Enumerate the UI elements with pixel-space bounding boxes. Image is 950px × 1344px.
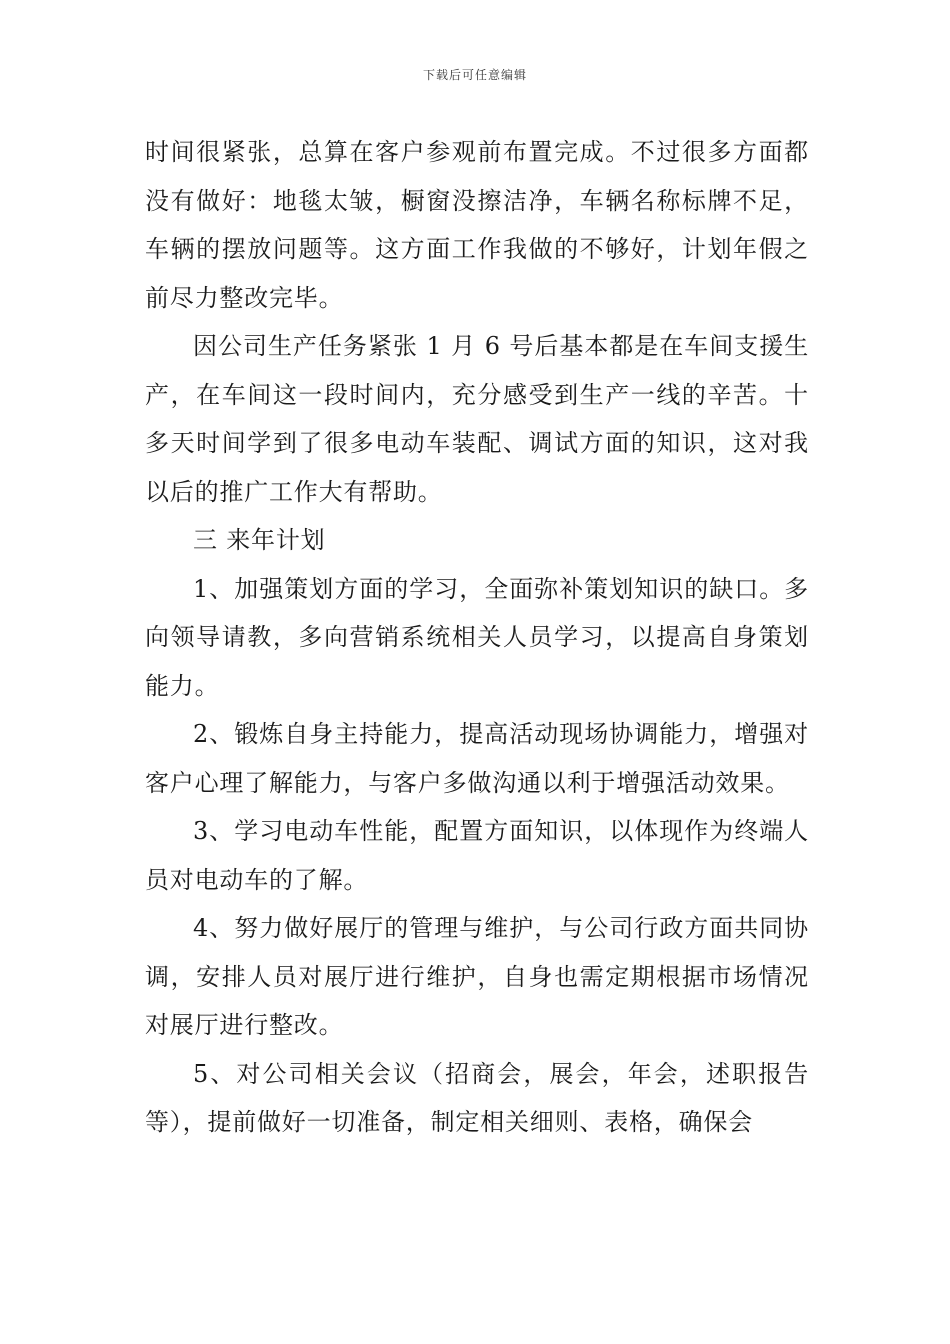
plan-item-4: 4、努力做好展厅的管理与维护，与公司行政方面共同协调，安排人员对展厅进行维护，自身也需定期根据市场情况对展厅进行整改。 [145, 914, 809, 1039]
plan-item-2: 2、锻炼自身主持能力，提高活动现场协调能力，增强对客户心理了解能力，与客户多做沟通以利于增强活动效果。 [145, 720, 809, 797]
paragraph-continuation: 时间很紧张，总算在客户参观前布置完成。不过很多方面都没有做好：地毯太皱，橱窗没擦洁净，车辆名称标牌不足，车辆的摆放问题等。这方面工作我做的不够好，计划年假之前尽力整改完毕。 [145, 138, 809, 312]
page-header: 下载后可任意编辑 [422, 68, 527, 82]
plan-item-3: 3、学习电动车性能，配置方面知识，以体现作为终端人员对电动车的了解。 [145, 817, 809, 894]
paragraph-workshop-support: 因公司生产任务紧张 1 月 6 号后基本都是在车间支援生产，在车间这一段时间内，充分感受到生产一线的辛苦。十多天时间学到了很多电动车装配、调试方面的知识，这对我以后的推广工作大有帮助。 [145, 332, 809, 506]
document-body [145, 128, 809, 1147]
plan-item-1: 1、加强策划方面的学习，全面弥补策划知识的缺口。多向领导请教，多向营销系统相关人员学习，以提高自身策划能力。 [145, 574, 809, 700]
plan-item-5: 5、对公司相关会议（招商会，展会，年会，述职报告等），提前做好一切准备，制定相关细则、表格，确保会 [145, 1059, 809, 1136]
section-heading-next-year-plan: 三 来年计划 [193, 526, 326, 554]
